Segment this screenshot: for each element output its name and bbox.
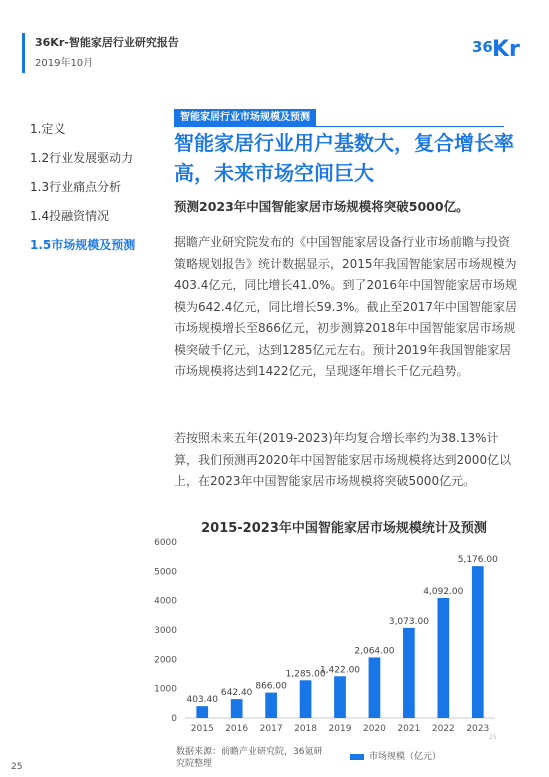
data-label-2015: 403.40 (186, 695, 218, 706)
data-label-2016: 642.40 (220, 688, 253, 699)
x-tick-label-2017: 2017 (259, 724, 283, 734)
nav-item-investment[interactable]: 1.4投融资情况 (30, 209, 110, 223)
section-tag: 智能家居行业市场规模及预测 (174, 109, 316, 126)
data-label-2020: 2,064.00 (354, 646, 395, 657)
section-nav (30, 118, 135, 263)
bar-2018 (300, 680, 312, 718)
nav-item-market-size[interactable]: 1.5市场规模及预测 (30, 238, 136, 252)
market-size-bar-chart (140, 532, 510, 747)
y-tick-label: 2000 (154, 655, 177, 666)
bar-2019 (334, 676, 346, 718)
data-label-2022: 4,092.00 (423, 586, 464, 597)
bar-2016 (231, 699, 243, 718)
data-label-2017: 866.00 (255, 681, 287, 692)
y-tick-label: 5000 (154, 567, 177, 578)
nav-item-pain-points[interactable]: 1.3行业痛点分析 (30, 180, 122, 194)
data-label-2019: 1,422.00 (319, 665, 361, 676)
nav-item-drivers[interactable]: 1.2行业发展驱动力 (30, 151, 134, 165)
faint-page-number: 25 (489, 734, 497, 741)
x-tick-label-2019: 2019 (328, 724, 352, 734)
x-tick-label-2015: 2015 (190, 724, 214, 734)
data-label-2021: 3,073.00 (388, 616, 429, 627)
nav-item-definition[interactable]: 1.定义 (30, 122, 66, 136)
legend-label: 市场规模（亿元） (369, 752, 442, 762)
x-tick-label-2021: 2021 (397, 724, 421, 734)
report-date: 2019年10月 (35, 58, 94, 69)
y-tick-label: 0 (171, 714, 177, 724)
body-paragraph-1: 据瞻产业研究院发布的《中国智能家居设备行业市场前瞻与投资策略规划报告》统计数据显示，2015年我国智能家居市场规模为403.4亿元，同比增长41.0%。到了2016年中国智能家居市场规模为642.4亿元，同比增长59.3%。截止至2017年中国智能家居市场规模增长至866亿元，初步测算2018年中国智能家居市场规模突破千亿元，达到1285亿元左右。预计2019年我国智能家居市场规模将达到1422亿元，呈现逐年增长千亿元趋势。 (174, 235, 518, 378)
logo-text-36: 36 (472, 38, 493, 56)
body-paragraph-2: 若按照未来五年(2019-2023)年均复合增长率约为38.13%计算，我们预测再2020年中国智能家居市场规模将达到2000亿以上，在2023年中国智能家居市场规模将突破5000亿元。 (174, 431, 512, 488)
x-tick-label-2016: 2016 (225, 724, 249, 734)
data-label-2023: 5,176.00 (457, 555, 498, 566)
legend-swatch (350, 754, 364, 760)
header-accent-bar (22, 33, 25, 73)
36kr-logo-icon (470, 30, 530, 62)
bar-2023 (472, 566, 484, 718)
chart-legend (350, 749, 441, 762)
data-source-note: 数据来源：前瞻产业研究院，36氪研究院整理 (176, 747, 323, 769)
bar-2017 (265, 693, 277, 718)
x-tick-label-2018: 2018 (294, 724, 318, 734)
section-title: 智能家居行业用户基数大，复合增长率高，未来市场空间巨大 (174, 131, 514, 185)
bar-2020 (369, 657, 381, 718)
bar-2021 (403, 628, 415, 718)
y-tick-label: 1000 (154, 684, 177, 695)
logo-text-kr: Kr (492, 37, 520, 62)
y-tick-label: 3000 (154, 626, 177, 636)
section-tag-divider (174, 126, 504, 127)
x-tick-label-2023: 2023 (466, 724, 490, 734)
section-subheading: 预测2023年中国智能家居市场规模将突破5000亿。 (174, 199, 469, 214)
data-label-2018: 1,285.00 (285, 669, 326, 680)
y-tick-label: 4000 (154, 596, 177, 607)
bar-2022 (437, 598, 449, 718)
chart-title: 2015-2023年中国智能家居市场规模统计及预测 (201, 521, 487, 536)
page-number: 25 (11, 762, 23, 772)
x-tick-label-2022: 2022 (431, 724, 455, 734)
y-tick-label: 6000 (154, 538, 177, 548)
report-title: 36Kr-智能家居行业研究报告 (35, 36, 179, 49)
bar-2015 (196, 706, 208, 718)
x-tick-label-2020: 2020 (362, 724, 386, 734)
